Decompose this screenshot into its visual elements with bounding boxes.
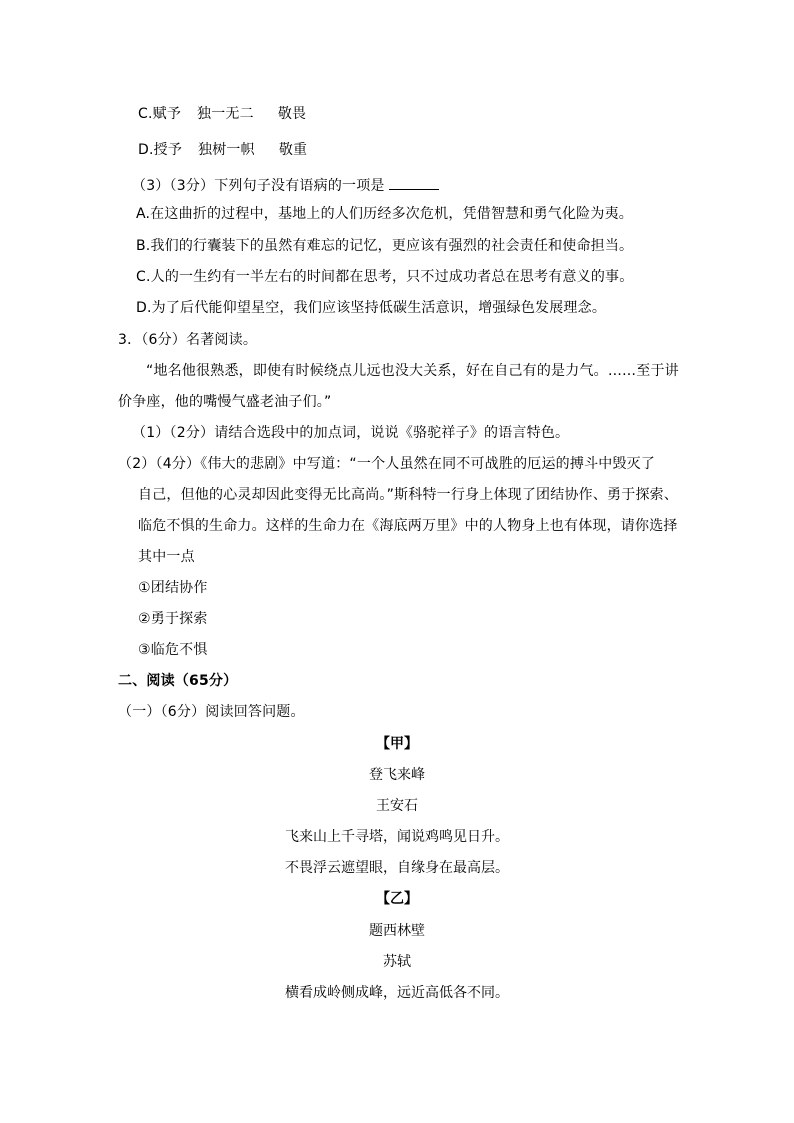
q3-choice-2: ②勇于探索 bbox=[138, 611, 208, 627]
poem-a-author: 王安石 bbox=[376, 798, 418, 814]
q2-3-option-a: A.在这曲折的过程中，基地上的人们历经多次危机，凭借智慧和勇气化险为夷。 bbox=[136, 206, 633, 222]
option-d-word3: 敬重 bbox=[278, 142, 308, 158]
option-d-label: D.授予 bbox=[138, 142, 183, 158]
poem-a-title: 登飞来峰 bbox=[369, 767, 425, 783]
option-c-word2: 独一无二 bbox=[197, 106, 254, 122]
q2-3-option-b: B.我们的行囊装下的虽然有难忘的记忆，更应该有强烈的社会责任和使命担当。 bbox=[136, 238, 634, 254]
q2-3-stem-text: （3）（3分）下列句子没有语病的一项是 bbox=[132, 178, 385, 194]
q3-choice-3: ③临危不惧 bbox=[138, 642, 208, 658]
q2-3-option-c: C.人的一生约有一半左右的时间都在思考，只不过成功者总在思考有意义的事。 bbox=[136, 269, 634, 285]
q3-sub2-line2: 自己，但他的心灵却因此变得无比高尚。”斯科特一行身上体现了团结协作、勇于探索、 bbox=[138, 487, 679, 503]
q3-title: 3．（6分）名著阅读。 bbox=[118, 332, 258, 348]
option-d-row bbox=[138, 141, 307, 159]
option-c-word3: 敬畏 bbox=[277, 106, 307, 122]
q3-quote-line1: “地名他很熟悉，即使有时候绕点儿远也没大关系，好在自己有的是力气。……至于讲 bbox=[146, 363, 679, 379]
poem-a-line2: 不畏浮云遮望眼，自缘身在最高层。 bbox=[285, 860, 509, 876]
q3-sub2-line3: 临危不惧的生命力。这样的生命力在《海底两万里》中的人物身上也有体现，请你选择 bbox=[138, 518, 678, 534]
option-d-word2: 独树一帜 bbox=[198, 142, 255, 158]
q3-sub2-line4: 其中一点 bbox=[138, 549, 195, 565]
q2-3-stem bbox=[132, 175, 439, 195]
q3-choice-1: ①团结协作 bbox=[138, 580, 208, 596]
q3-quote-line2: 价争座，他的嘴慢气盛老油子们。” bbox=[118, 394, 332, 410]
poem-a-mark: 【甲】 bbox=[376, 736, 418, 752]
section2-title: 二、阅读（65分） bbox=[118, 673, 238, 689]
q3-sub1: （1）（2分）请结合选段中的加点词，说说《骆驼祥子》的语言特色。 bbox=[132, 425, 570, 441]
poem-a-line1: 飞来山上千寻塔，闻说鸡鸣见日升。 bbox=[285, 829, 509, 845]
poem-b-title: 题西林壁 bbox=[369, 923, 425, 939]
poem-b-author: 苏轼 bbox=[383, 954, 411, 970]
option-c-row bbox=[138, 105, 306, 123]
poem-b-line1: 横看成岭侧成峰，远近高低各不同。 bbox=[285, 985, 509, 1001]
option-c-label: C.赋予 bbox=[138, 106, 182, 122]
section2-part1: （一）（6分）阅读回答问题。 bbox=[118, 704, 305, 720]
q2-3-option-d: D.为了后代能仰望星空，我们应该坚持低碳生活意识，增强绿色发展理念。 bbox=[136, 300, 607, 316]
answer-blank bbox=[389, 175, 439, 190]
poem-b-mark: 【乙】 bbox=[376, 891, 418, 907]
q3-sub2-line1: （2）（4分）《伟大的悲剧》中写道：“一个人虽然在同不可战胜的厄运的搏斗中毁灭了 bbox=[118, 456, 656, 472]
